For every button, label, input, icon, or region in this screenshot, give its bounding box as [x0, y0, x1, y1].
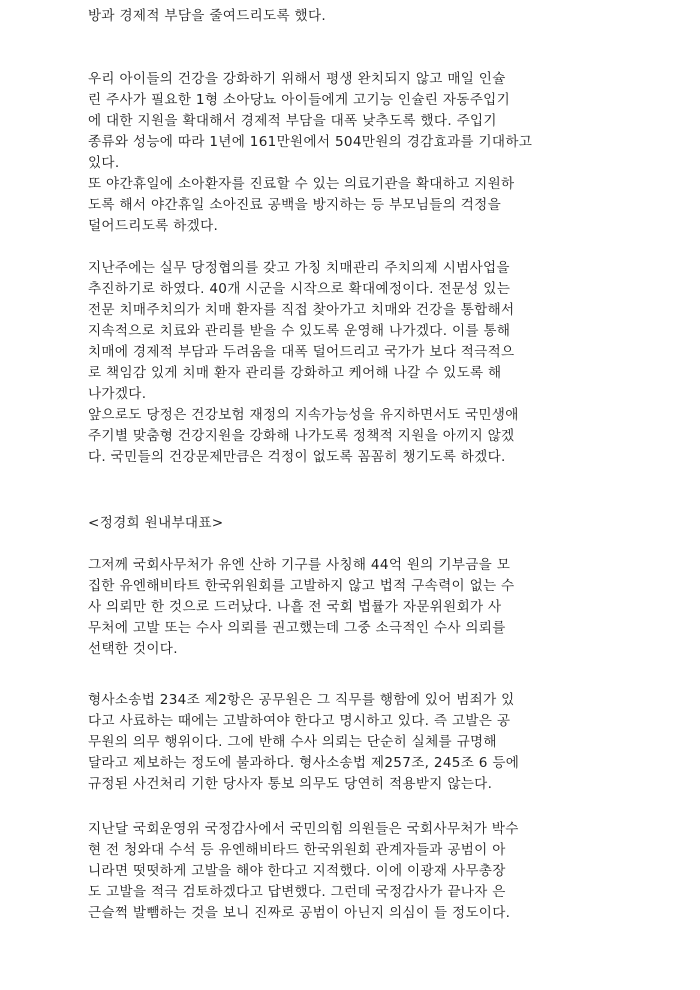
text-line: 지난주에는 실무 당정협의를 갖고 가칭 치매관리 주치의제 시범사업을 [88, 260, 510, 276]
text-line: 종류와 성능에 따라 1년에 161만원에서 504만원의 경감효과를 기대하고 [88, 134, 533, 150]
text-line: 주기별 맞춤형 건강지원을 강화해 나가도록 정책적 지원을 아끼지 않겠 [88, 428, 515, 444]
text-line: 달라고 제보하는 정도에 불과하다. 형사소송법 제257조, 245조 6 등에 [88, 755, 520, 771]
text-line: 치매에 경제적 부담과 두려움을 대폭 덜어드리고 국가가 보다 적극적으 [88, 344, 515, 360]
text-line: 지난달 국회운영위 국정감사에서 국민의힘 의원들은 국회사무처가 박수 [88, 821, 519, 837]
text-line: 로 책임감 있게 치매 환자 관리를 강화하고 케어해 나갈 수 있도록 해 [88, 365, 502, 381]
text-line: 무원의 의무 행위이다. 그에 반해 수사 의뢰는 단순히 실체를 규명해 [88, 734, 497, 750]
text-line: 사 의뢰만 한 것으로 드러났다. 나흘 전 국회 법률가 자문위원회가 사 [88, 599, 502, 615]
text-line: 덜어드리도록 하겠다. [88, 218, 219, 234]
text-line: <정경희 원내부대표> [88, 515, 224, 531]
text-line: 앞으로도 당정은 건강보험 재정의 지속가능성을 유지하면서도 국민생애 [88, 407, 519, 423]
text-line: 추진하기로 하였다. 40개 시군을 시작으로 확대예정이다. 전문성 있는 [88, 281, 511, 297]
text-line: 선택한 것이다. [88, 641, 178, 657]
text-line: 현 전 청와대 수석 등 유엔해비타드 한국위원회 관계자들과 공범이 아 [88, 842, 506, 858]
text-line: 집한 유엔해비타트 한국위원회를 고발하지 않고 법적 구속력이 없는 수 [88, 578, 515, 594]
text-line: 다고 사료하는 때에는 고발하여야 한다고 명시하고 있다. 즉 고발은 공 [88, 713, 511, 729]
text-line: 전문 치매주치의가 치매 환자를 직접 찾아가고 치매와 건강을 통합해서 [88, 302, 515, 318]
text-line: 규정된 사건처리 기한 당사자 통보 의무도 당연히 적용받지 않는다. [88, 776, 493, 792]
text-line: 나가겠다. [88, 386, 147, 402]
text-line: 지속적으로 치료와 관리를 받을 수 있도록 운영해 나가겠다. 이를 통해 [88, 323, 511, 339]
text-line: 도록 해서 야간휴일 소아진료 공백을 방지하는 등 부모님들의 걱정을 [88, 197, 502, 213]
text-line: 그저께 국회사무처가 유엔 산하 기구를 사칭해 44억 원의 기부금을 모 [88, 557, 511, 573]
text-line: 있다. [88, 155, 120, 171]
text-line: 형사소송법 234조 제2항은 공무원은 그 직무를 행함에 있어 범죄가 있 [88, 692, 515, 708]
text-line: 근슬쩍 발뺌하는 것을 보니 진짜로 공범이 아닌지 의심이 들 정도이다. [88, 905, 511, 921]
text-line: 방과 경제적 부담을 줄여드리도록 했다. [88, 8, 327, 24]
text-line: 우리 아이들의 건강을 강화하기 위해서 평생 완치되지 않고 매일 인슐 [88, 71, 506, 87]
text-line: 다. 국민들의 건강문제만큼은 걱정이 없도록 꼼꼼히 챙기도록 하겠다. [88, 449, 506, 465]
text-line: 무처에 고발 또는 수사 의뢰를 권고했는데 그중 소극적인 수사 의뢰를 [88, 620, 506, 636]
text-line: 또 야간휴일에 소아환자를 진료할 수 있는 의료기관을 확대하고 지원하 [88, 176, 515, 192]
text-line: 린 주사가 필요한 1형 소아당뇨 아이들에게 고기능 인슐린 자동주입기 [88, 92, 510, 108]
text-line: 도 고발을 적극 검토하겠다고 답변했다. 그런데 국정감사가 끝나자 은 [88, 884, 506, 900]
text-line: 에 대한 지원을 확대해서 경제적 부담을 대폭 낮추도록 했다. 주입기 [88, 113, 497, 129]
text-line: 니라면 떳떳하게 고발을 해야 한다고 지적했다. 이에 이광재 사무총장 [88, 863, 506, 879]
